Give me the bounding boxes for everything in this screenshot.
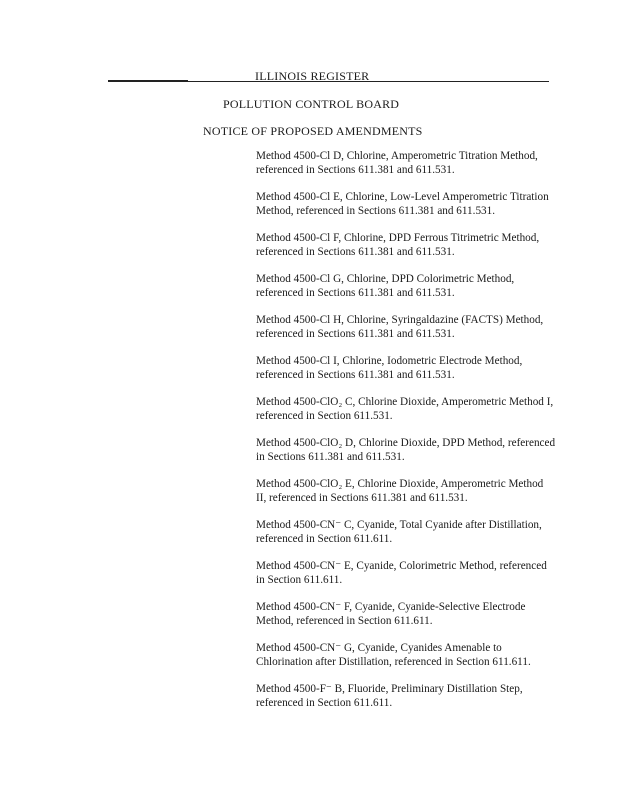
method-entry: Method 4500-Cl G, Chlorine, DPD Colorimetric Method, referenced in Sections 611.381 and 611.531.: [256, 273, 515, 299]
method-entry: Method 4500-CN⁻ C, Cyanide, Total Cyanide after Distillation, referenced in Section 611.611.: [256, 519, 542, 545]
register-title: ILLINOIS REGISTER: [255, 69, 370, 83]
method-entry: Method 4500-CN⁻ G, Cyanide, Cyanides Amenable to Chlorination after Distillation, referenced in Section 611.611.: [256, 642, 531, 668]
method-entry: Method 4500-Cl D, Chlorine, Amperometric Titration Method, referenced in Sections 611.381 and 611.531.: [256, 150, 538, 176]
method-entry: Method 4500-F⁻ B, Fluoride, Preliminary Distillation Step, referenced in Section 611.611.: [256, 683, 523, 709]
notice-title: NOTICE OF PROPOSED AMENDMENTS: [203, 124, 423, 138]
board-title: POLLUTION CONTROL BOARD: [223, 97, 400, 111]
method-list: [256, 149, 556, 723]
method-entry: Method 4500-CN⁻ E, Cyanide, Colorimetric Method, referenced in Section 611.611.: [256, 560, 547, 586]
method-entry: Method 4500-Cl E, Chlorine, Low-Level Amperometric Titration Method, referenced in Sections 611.381 and 611.531.: [256, 191, 549, 217]
method-entry: Method 4500-Cl I, Chlorine, Iodometric Electrode Method, referenced in Sections 611.381 and 611.531.: [256, 355, 523, 381]
method-entry: Method 4500-CN⁻ F, Cyanide, Cyanide-Selective Electrode Method, referenced in Section 611.611.: [256, 601, 526, 627]
method-entry: Method 4500-Cl H, Chlorine, Syringaldazine (FACTS) Method, referenced in Sections 611.381 and 611.531.: [256, 314, 544, 340]
method-entry: Method 4500-ClO₂ E, Chlorine Dioxide, Amperometric Method II, referenced in Sections 611.381 and 611.531.: [256, 478, 544, 504]
method-entry: Method 4500-ClO₂ C, Chlorine Dioxide, Amperometric Method I, referenced in Section 611.531.: [256, 396, 554, 422]
method-entry: Method 4500-Cl F, Chlorine, DPD Ferrous Titrimetric Method, referenced in Sections 611.381 and 611.531.: [256, 232, 540, 258]
method-entry: Method 4500-ClO₂ D, Chlorine Dioxide, DPD Method, referenced in Sections 611.381 and 611.531.: [256, 437, 556, 463]
